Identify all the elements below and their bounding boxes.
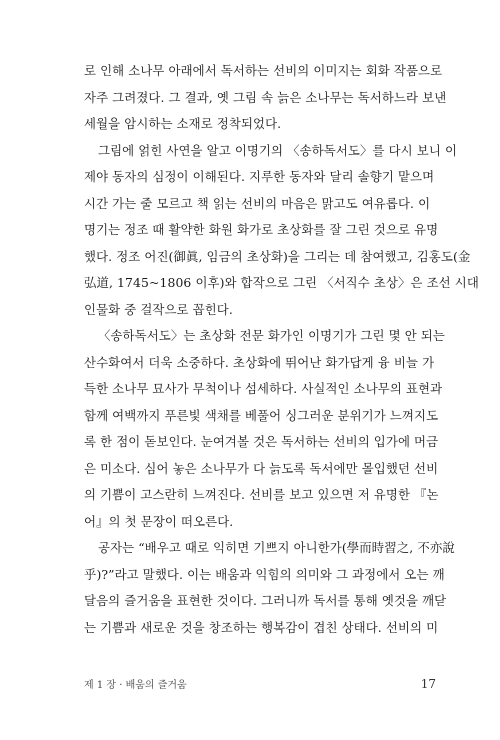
paragraph — [84, 138, 479, 324]
text-line: 록 한 점이 돋보인다. 눈여겨볼 것은 독서하는 선비의 입가에 머금 — [84, 434, 439, 449]
text-line: 인물화 중 걸작으로 꼽힌다. — [84, 301, 233, 317]
paragraph — [84, 58, 447, 138]
text-line: 했다. 정조 어진(御眞, 임금의 초상화)을 그리는 데 참여했고, 김홍도(金 — [84, 248, 471, 264]
text-line: 로 인해 소나무 아래에서 독서하는 선비의 이미지는 회화 작품으로 — [84, 63, 443, 78]
text-line: 乎)?”라고 말했다. 이는 배움과 익힘의 의미와 그 과정에서 오는 깨 — [84, 566, 445, 582]
chapter-running-head: 제 1 장 · 배움의 즐거움 — [84, 680, 187, 691]
paragraph — [84, 323, 445, 535]
text-line: 의 기쁨이 고스란히 느껴진다. 선비를 보고 있으면 저 유명한 『논 — [84, 487, 439, 502]
text-line: 제야 동자의 심정이 이해된다. 지루한 동자와 달리 솔향기 맡으며 — [84, 169, 435, 184]
body-text — [84, 58, 479, 641]
text-line: 득한 소나무 묘사가 무척이나 섬세하다. 사실적인 소나무의 표현과 — [84, 381, 443, 396]
text-line: 명기는 정조 때 활약한 화원 화가로 초상화를 잘 그린 것으로 유명 — [84, 222, 439, 237]
text-line: 은 미소다. 심어 놓은 소나무가 다 늙도록 독서에만 몰입했던 선비 — [84, 460, 439, 476]
text-line: 함께 여백까지 푸른빛 색채를 베풀어 싱그러운 분위기가 느껴지도 — [84, 407, 439, 423]
text-line: 공자는 “배우고 때로 익히면 기쁘지 아니한가(學而時習之, 不亦說 — [98, 540, 455, 555]
text-line: 자주 그려졌다. 그 결과, 옛 그림 속 늙은 소나무는 독서하느라 보낸 — [84, 89, 447, 105]
paragraph — [84, 535, 455, 641]
text-line: 달음의 즐거움을 표현한 것이다. 그러니까 독서를 통해 옛것을 깨닫 — [84, 593, 447, 608]
page-footer — [84, 676, 436, 691]
page-number: 17 — [420, 677, 436, 691]
text-line: 산수화여서 더욱 소중하다. 초상화에 뛰어난 화가답게 융 비늘 가 — [84, 354, 435, 370]
text-line: 弘道, 1745~1806 이후)와 합작으로 그린 〈서직수 초상〉은 조선 시대 — [84, 275, 479, 290]
text-line: 세월을 암시하는 소재로 정착되었다. — [84, 116, 282, 131]
text-line: 는 기쁨과 새로운 것을 창조하는 행복감이 겹친 상태다. 선비의 미 — [84, 619, 439, 635]
text-line: 〈송하독서도〉는 초상화 전문 화가인 이명기가 그린 몇 안 되는 — [98, 328, 445, 343]
text-line: 그림에 얽힌 사연을 알고 이명기의 〈송하독서도〉를 다시 보니 이 — [98, 142, 458, 158]
text-line: 시간 가는 줄 모르고 책 읽는 선비의 마음은 맑고도 여유롭다. 이 — [84, 195, 431, 211]
text-line: 어』의 첫 문장이 떠오른다. — [84, 513, 234, 529]
